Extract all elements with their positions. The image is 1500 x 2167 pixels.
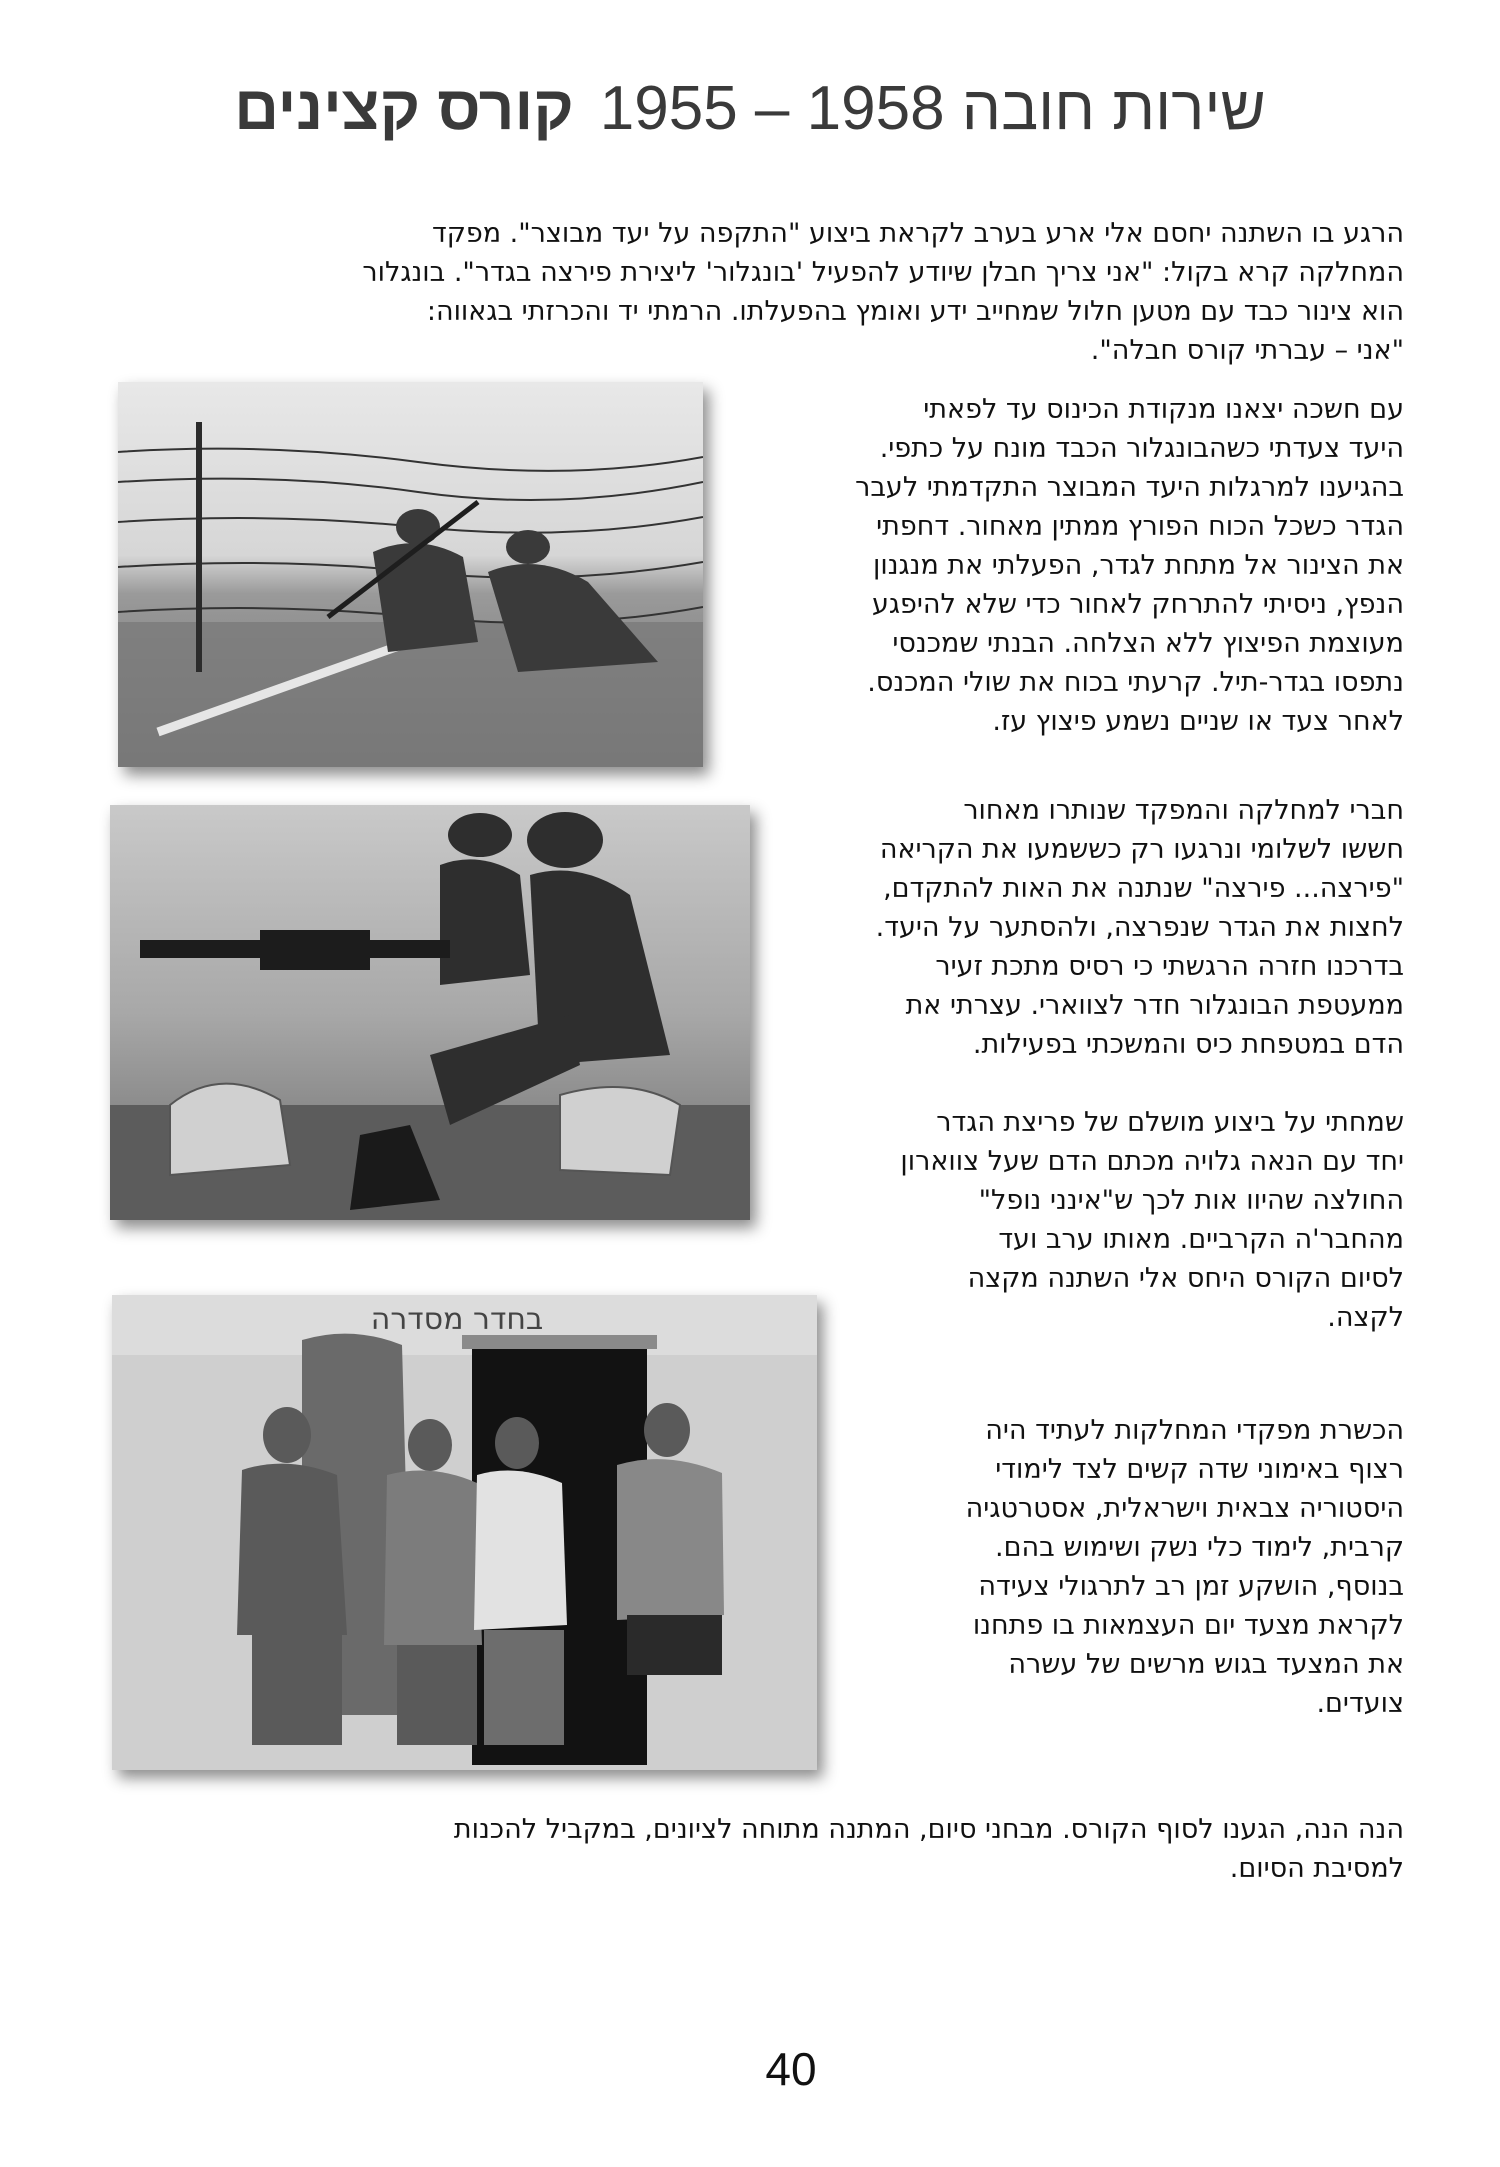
paragraph-5 <box>966 1411 1404 1723</box>
title-course: קורס קצינים <box>234 74 574 143</box>
text-line: היסטוריה צבאית וישראלית, אסטרטגיה <box>965 1493 1404 1524</box>
text-line: הדם במטפחת כיס והמשכתי בפעילות. <box>972 1029 1404 1060</box>
text-line: לחצות את הגדר שנפרצה, ולהסתער על היעד. <box>875 912 1404 943</box>
text-line: הנה הנה, הגענו לסוף הקורס. מבחני סיום, המתנה מתוחה לציונים, במקביל להכנות <box>453 1814 1404 1845</box>
text-line: הרגע בו השתנה יחסם אלי ארע בערב לקראת ביצוע "התקפה על יעד מבוצר". מפקד <box>431 218 1404 249</box>
text-line: לקצה. <box>1327 1302 1404 1333</box>
text-line: הגדר כשכל הכוח הפורץ ממתין מאחור. דחפתי <box>876 511 1404 542</box>
paragraph-1 <box>362 214 1404 370</box>
text-line: רצוף באימוני שדה קשים לצד לימודי <box>995 1454 1404 1485</box>
text-line: המחלקה קרא בקול: "אני צריך חבלן שיודע להפעיל 'בונגלור' ליצירת פירצה בגדר". בונגלור <box>362 257 1404 288</box>
paragraph-6 <box>454 1810 1404 1888</box>
page-number: 40 <box>765 2043 817 2095</box>
text-line: החולצה שהיוו אות לכך ש"אינני נופל" <box>978 1185 1404 1216</box>
text-line: מעוצמת הפיצוץ ללא הצלחה. הבנתי שמכנסי <box>892 628 1404 659</box>
text-line: את המצעד בגוש מרשים של עשרה <box>1008 1649 1404 1680</box>
text-line: עם חשכה יצאנו מנקודת הכינוס עד לפאתי <box>923 394 1404 425</box>
text-line: הנפץ, ניסיתי להתרחק לאחור כדי שלא להיפגע <box>871 589 1404 620</box>
paragraph-2 <box>855 390 1404 741</box>
text-line: יחד עם הנאה גלויה מכתם הדם שעל צווארון <box>900 1146 1404 1177</box>
text-line: בנוסף, הושקע זמן רב לתרגולי צעידה <box>978 1571 1404 1602</box>
photo-3-sign: בחדר מסדרה <box>370 1302 544 1337</box>
text-line: לסיום הקורס היחס אלי השתנה מקצה <box>967 1263 1404 1294</box>
photo-soldiers-at-doorway <box>112 1295 817 1770</box>
photo-1-image <box>118 382 703 767</box>
paragraph-3 <box>876 791 1404 1064</box>
photo-2-image <box>110 805 750 1220</box>
text-line: היעד צעדתי כשהבונגלור הכבד מונח על כתפי. <box>879 433 1404 464</box>
text-line: נתפסו בגדר-תיל. קרעתי בכוח את שולי המכנס. <box>867 667 1404 698</box>
text-line: "פירצה... פירצה" שנתנה את האות להתקדם, <box>883 873 1404 904</box>
photo-3-image <box>112 1295 817 1770</box>
text-line: לאחר צעד או שניים נשמע פיצוץ עז. <box>992 706 1404 737</box>
text-line: צועדים. <box>1316 1688 1404 1719</box>
text-line: קרבית, לימוד כלי נשק ושימוש בהם. <box>995 1532 1404 1563</box>
text-line: חששו לשלומי ונרגעו רק כששמעו את הקריאה <box>879 834 1404 865</box>
photo-barbed-wire-soldiers <box>118 382 703 767</box>
text-line: ממעטפת הבונגלור חדר לצווארי. עצרתי את <box>905 990 1404 1021</box>
text-line: למסיבת הסיום. <box>1229 1853 1404 1884</box>
paragraph-4 <box>900 1103 1404 1337</box>
text-line: הכשרת מפקדי המחלקות לעתיד היה <box>985 1415 1404 1446</box>
photo-machine-gun-soldiers <box>110 805 750 1220</box>
text-line: לקראת מצעד יום העצמאות בו פתחנו <box>972 1610 1404 1641</box>
title-dates: שירות חובה 1958 – 1955 <box>599 74 1266 143</box>
text-line: שמחתי על ביצוע מושלם של פריצת הגדר <box>936 1107 1404 1138</box>
text-line: מהחבר'ה הקרביים. מאותו ערב ועד <box>998 1224 1404 1255</box>
text-line: הוא צינור כבד עם מטען חלול שמחייב ידע ואומץ בהפעלתו. הרמתי יד והכרזתי בגאווה: <box>426 296 1404 327</box>
text-line: את הצינור אל מתחת לגדר, הפעלתי את מנגנון <box>873 550 1404 581</box>
page-title <box>150 74 1350 143</box>
text-line: בדרכנו חזרה הרגשתי כי רסיס מתכת זעיר <box>935 951 1404 982</box>
text-line: "אני – עברתי קורס חבלה". <box>1090 335 1404 366</box>
text-line: בהגיענו למרגלות היעד המבוצר התקדמתי לעבר <box>855 472 1404 503</box>
text-line: חברי למחלקה והמפקד שנותרו מאחור <box>963 795 1404 826</box>
